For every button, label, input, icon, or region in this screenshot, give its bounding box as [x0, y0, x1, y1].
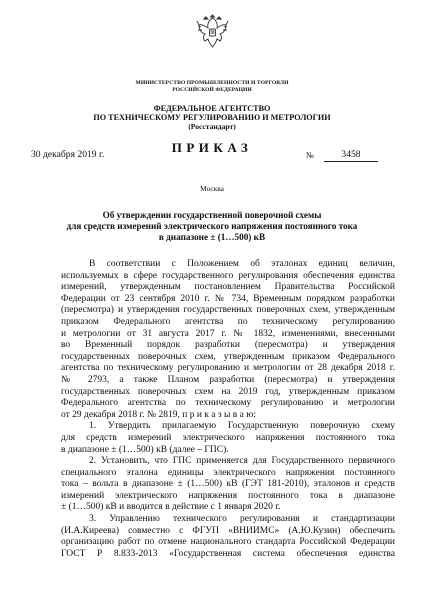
order-title-line1: Об утверждении государственной поверочной схемы: [102, 210, 322, 220]
body-line: государственных поверочных схем на 2019 год, утвержденным приказом: [61, 386, 395, 397]
body-line: 1. Утвердить прилагаемую Государственную поверочную схему: [89, 421, 395, 432]
order-number-underline: [324, 161, 378, 162]
body-line: ± (1…500) кВ и вводится в действие с 1 января 2020 г.: [61, 502, 281, 513]
body-line: используемых в сфере государственного регулирования обеспечения единства: [61, 270, 395, 281]
body-line: Федерального агентства по техническому регулированию и метрологии: [61, 398, 395, 409]
order-title-line3: в диапазоне ± (1…500) кВ: [158, 232, 266, 242]
document-type-heading: ПРИКАЗ: [171, 140, 253, 155]
coat-of-arms-emblem: [196, 12, 229, 50]
body-line: 2. Установить, что ГПС применяется для Государственного первичного: [89, 456, 395, 467]
body-line: (И.А.Киреева) совместно с ФГУП «ВНИИМС» (А.Ю.Кузин) обеспечить: [61, 525, 395, 536]
order-date: 30 декабря 2019 г.: [31, 149, 105, 160]
agency-short-name: (Росстандарт): [188, 122, 236, 131]
body-line: организацию работ по отмене национального стандарта Российской Федерации: [61, 537, 395, 548]
body-line: Федерации от 23 сентября 2010 г. № 734, Временным порядком разработки: [61, 293, 395, 304]
order-number: 3458: [341, 149, 361, 160]
body-line: для средств измерений электрического напряжения постоянного тока: [61, 432, 395, 443]
body-line: ГОСТ Р 8.833-2013 «Государственная система обеспечения единства: [61, 548, 395, 559]
number-sign: №: [306, 151, 314, 160]
ministry-name-line1: МИНИСТЕРСТВО ПРОМЫШЛЕННОСТИ И ТОРГОВЛИ: [135, 80, 289, 86]
body-line: в диапазоне ± (1…500) кВ (далее – ГПС).: [61, 444, 229, 455]
body-line: агентства по техническому регулированию и метрологии от 28 декабря 2018 г.: [61, 363, 395, 374]
issue-city: Москва: [200, 184, 224, 193]
body-line: 3. Управлению технического регулирования и стандартизации: [89, 514, 395, 525]
order-title-line2: для средств измерений электрического напряжения постоянного тока: [66, 221, 358, 231]
body-line: и метрологии от 31 августа 2017 г. № 1832, изменениями, внесенными: [61, 328, 395, 339]
agency-name-line1: ФЕДЕРАЛЬНОЕ АГЕНТСТВО: [153, 104, 271, 113]
body-line: измерений, утвержденным постановлением Правительства Российской: [61, 282, 395, 293]
body-line: во Временный порядок разработки (пересмотра) и утверждения: [61, 340, 395, 351]
body-line: (пересмотра) и утверждения государственных поверочных схем, утвержденным: [61, 305, 395, 316]
body-line: государственных поверочных схем, утвержденным приказом Федерального: [61, 351, 395, 362]
body-line: специального эталона единицы электрического напряжения постоянного: [61, 467, 395, 478]
body-line: измерений электрического напряжения постоянного тока в диапазоне: [61, 490, 395, 501]
body-line: приказом Федерального агентства по техническому регулированию: [61, 316, 395, 327]
body-line: от 29 декабря 2018 г. № 2819, п р и к а з ы в а ю:: [61, 409, 256, 420]
agency-name-line2: ПО ТЕХНИЧЕСКОМУ РЕГУЛИРОВАНИЮ И МЕТРОЛОГИИ: [93, 113, 331, 122]
body-line: № 2793, а также Планом разработки (пересмотра) и утверждения: [61, 374, 395, 385]
body-line: тока – вольта в диапазоне ± (1…500) кВ (ГЭТ 181-2010), эталонов и средств: [61, 479, 395, 490]
body-line: В соответствии с Положением об эталонах единиц величин,: [89, 259, 395, 269]
ministry-name-line2: РОССИЙСКОЙ ФЕДЕРАЦИИ: [172, 87, 252, 93]
order-body-text: [61, 259, 395, 560]
